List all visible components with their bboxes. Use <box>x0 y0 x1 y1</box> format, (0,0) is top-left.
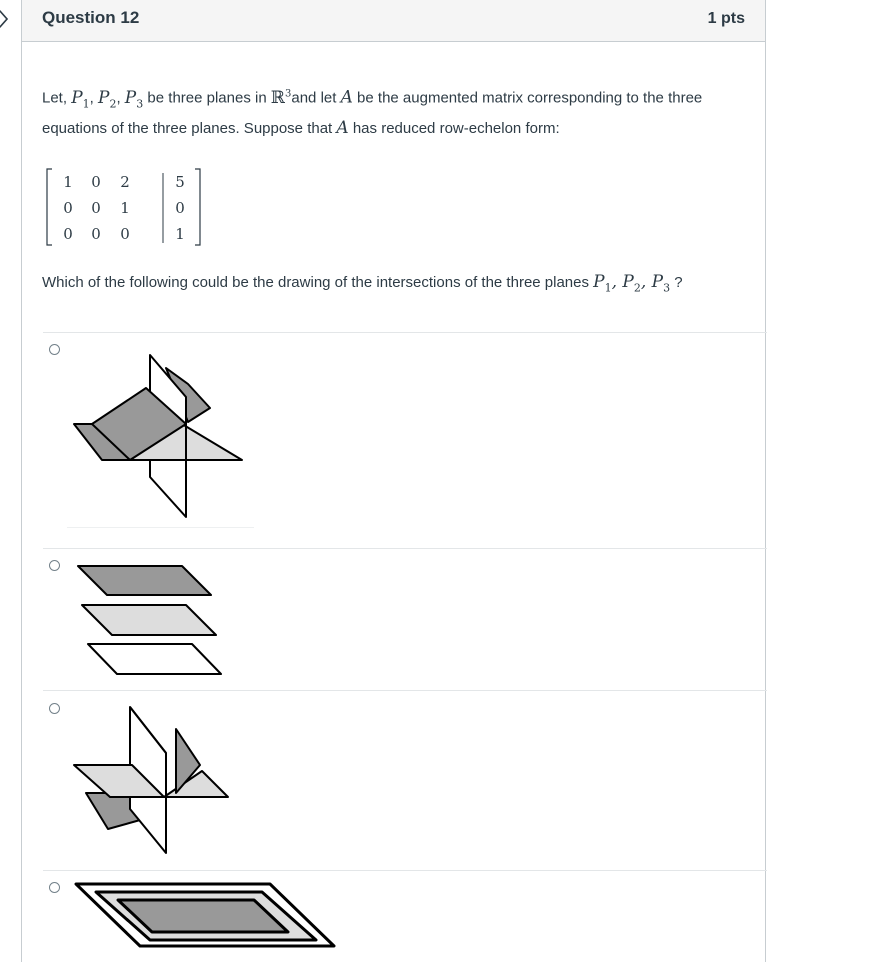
question-text: Let, $P_1$, $P_2$, $P_3$ be three planes in ℝ$^3$and let A be the augmented matrix corresponding to the three equations of the three planes. Suppose that A has reduced row-echelon form: <box>42 87 703 139</box>
option-divider <box>43 690 767 691</box>
option-d-radio[interactable] <box>49 882 60 893</box>
option-divider <box>67 527 254 528</box>
three-planes-common-line-icon[interactable] <box>72 705 232 855</box>
option-divider <box>43 870 767 871</box>
question-prompt: Which of the following could be the drawing of the intersections of the three planes $P_1$, $P_2$, $P_3$ ? <box>42 272 683 295</box>
option-divider <box>43 548 767 549</box>
matrix-entry: 1 <box>175 225 185 243</box>
matrix-entry: 0 <box>63 225 73 243</box>
question-card <box>21 0 766 962</box>
three-planes-pinwheel-icon[interactable] <box>70 352 245 520</box>
matrix-entry: 5 <box>175 173 185 191</box>
prompt-end: ? <box>674 274 683 291</box>
three-nested-planes-icon[interactable] <box>74 880 338 950</box>
three-parallel-planes-icon[interactable] <box>76 562 226 677</box>
augmented-matrix <box>44 167 204 247</box>
matrix-entry: 0 <box>91 225 101 243</box>
matrix-entry: 1 <box>120 199 130 217</box>
intro-text: and let <box>291 89 337 107</box>
option-b-radio[interactable] <box>49 560 60 571</box>
intro-text: equations of the three planes. Suppose that <box>42 120 333 138</box>
prompt-text: Which of the following could be the drawing of the intersections of the three planes <box>42 274 589 291</box>
intro-text: Let, <box>42 89 68 107</box>
question-title: Question 12 <box>42 8 140 27</box>
matrix-entry: 2 <box>120 173 130 191</box>
matrix-entry: 0 <box>63 199 73 217</box>
option-c-radio[interactable] <box>49 703 60 714</box>
matrix-entry: 0 <box>91 199 101 217</box>
matrix-entry: 0 <box>91 173 101 191</box>
intro-text: be the augmented matrix corresponding to the three <box>357 89 703 107</box>
intro-text: has reduced row-echelon form: <box>352 120 560 138</box>
question-points: 1 pts <box>707 10 745 27</box>
intro-text: be three planes in <box>147 89 267 107</box>
matrix-entry: 0 <box>175 199 185 217</box>
question-header <box>22 0 765 42</box>
matrix-entry: 0 <box>120 225 130 243</box>
expand-arrow-icon[interactable] <box>0 10 8 28</box>
option-divider <box>43 332 767 333</box>
option-a-radio[interactable] <box>49 344 60 355</box>
matrix-entry: 1 <box>63 173 73 191</box>
